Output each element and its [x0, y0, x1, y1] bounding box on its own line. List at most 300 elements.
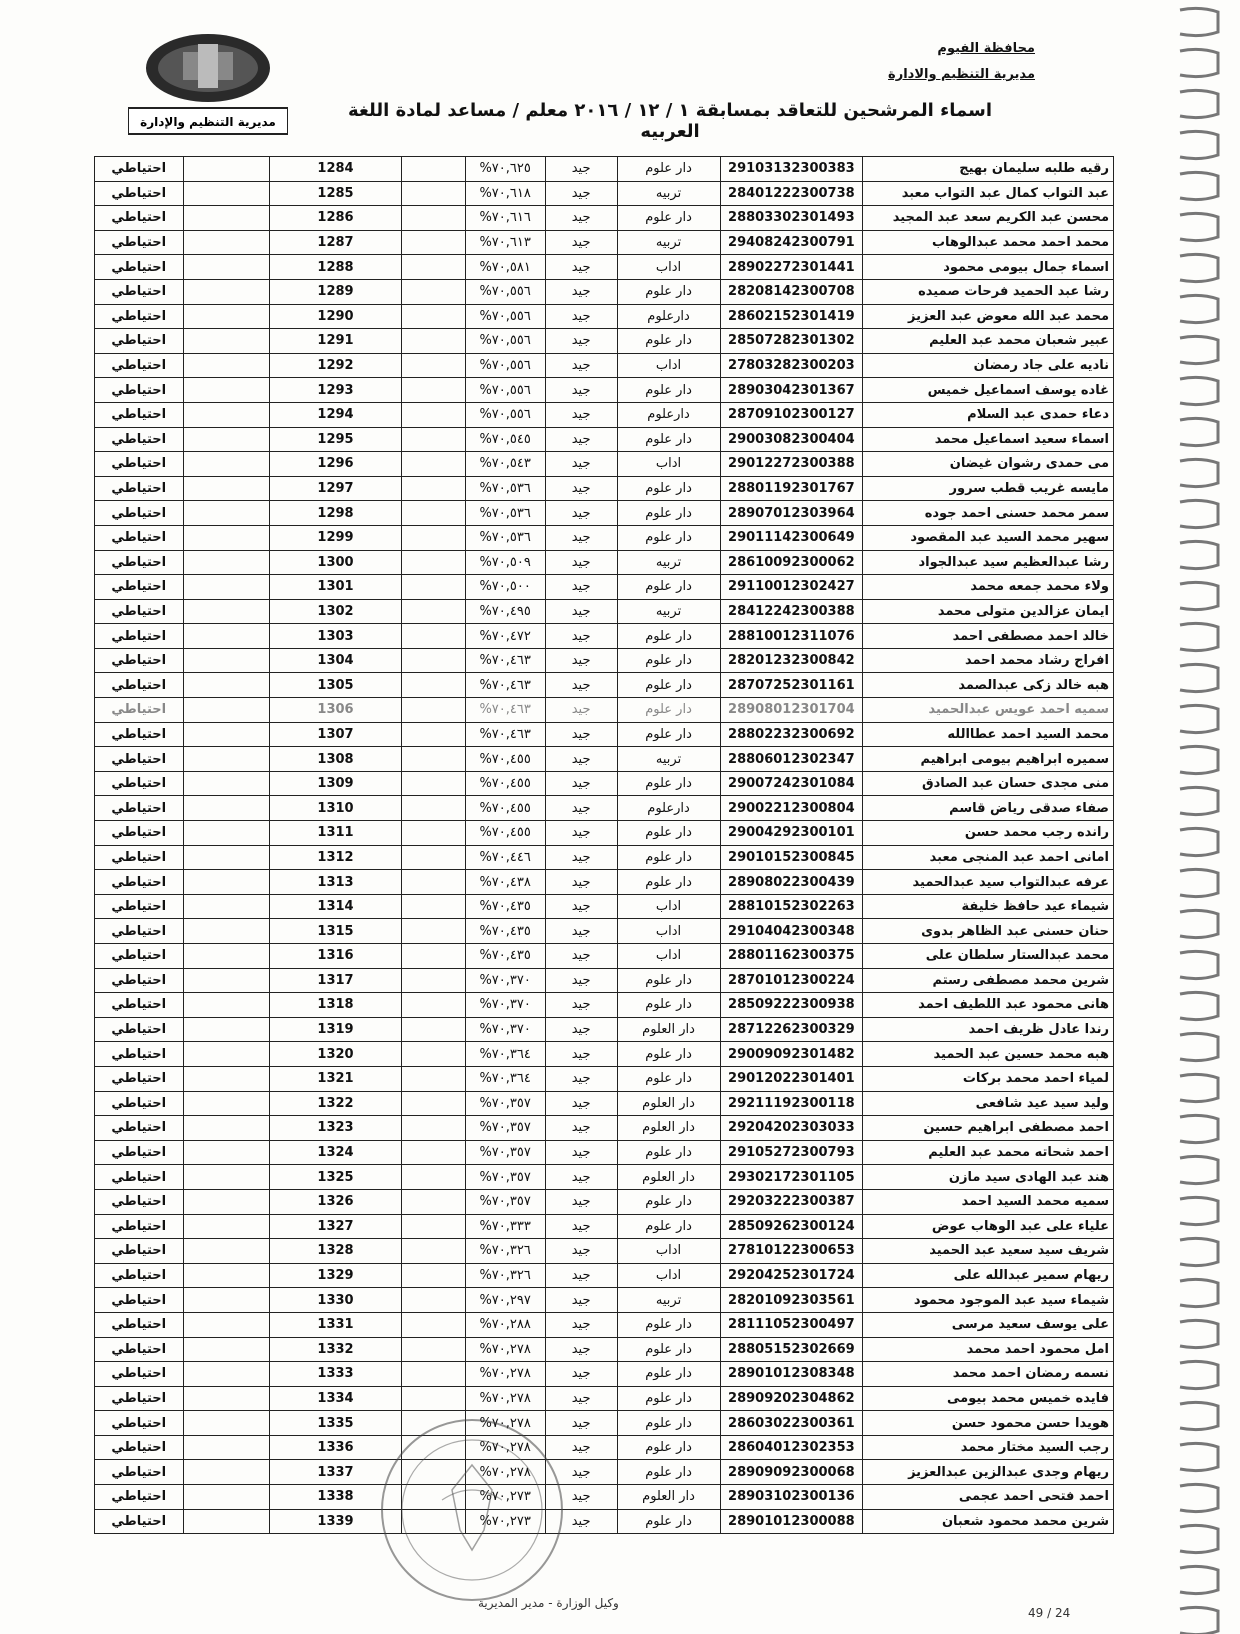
table-row	[95, 1460, 1114, 1485]
binding-ring	[1180, 213, 1218, 240]
cell-status: احتياطي	[95, 525, 184, 550]
cell-empty	[183, 1165, 269, 1190]
binding-ring	[1180, 1607, 1218, 1634]
table-row	[95, 599, 1114, 624]
cell-name: امل محمود احمد محمد	[863, 1337, 1114, 1362]
table-row	[95, 698, 1114, 723]
cell-num: 1323	[269, 1116, 401, 1141]
cell-name: محمد عبد الله معوض عبد العزيز	[863, 304, 1114, 329]
cell-empty	[402, 1386, 465, 1411]
cell-id: 28903102300136	[720, 1485, 863, 1510]
cell-grade: جيد	[545, 206, 617, 231]
cell-num: 1284	[269, 157, 401, 182]
cell-faculty: دار علوم	[617, 1042, 720, 1067]
cell-empty	[402, 1337, 465, 1362]
cell-id: 28201232300842	[720, 648, 863, 673]
cell-grade: جيد	[545, 255, 617, 280]
cell-grade: جيد	[545, 1017, 617, 1042]
table-row	[95, 575, 1114, 600]
cell-id: 29003082300404	[720, 427, 863, 452]
cell-pct: %٧٠,٢٧٨	[465, 1435, 545, 1460]
cell-pct: %٧٠,٤٦٣	[465, 673, 545, 698]
cell-faculty: دار علوم	[617, 501, 720, 526]
cell-empty	[402, 1042, 465, 1067]
cell-name: رندا عادل ظريف احمد	[863, 1017, 1114, 1042]
cell-empty	[183, 1362, 269, 1387]
cell-id: 29012272300388	[720, 452, 863, 477]
cell-id: 28909202304862	[720, 1386, 863, 1411]
table-row	[95, 427, 1114, 452]
table-row	[95, 353, 1114, 378]
cell-grade: جيد	[545, 722, 617, 747]
cell-status: احتياطي	[95, 1362, 184, 1387]
cell-status: احتياطي	[95, 1435, 184, 1460]
cell-status: احتياطي	[95, 747, 184, 772]
cell-id: 27810122300653	[720, 1239, 863, 1264]
cell-status: احتياطي	[95, 1485, 184, 1510]
cell-faculty: دار علوم	[617, 821, 720, 846]
cell-grade: جيد	[545, 181, 617, 206]
cell-name: سميه محمد السيد احمد	[863, 1189, 1114, 1214]
cell-name: محمد السيد احمد عطاالله	[863, 722, 1114, 747]
cell-empty	[402, 1288, 465, 1313]
cell-id: 28412242300388	[720, 599, 863, 624]
table-row	[95, 1509, 1114, 1534]
cell-id: 29012022301401	[720, 1066, 863, 1091]
cell-pct: %٧٠,٤٦٣	[465, 698, 545, 723]
cell-name: افراج رشاد محمد احمد	[863, 648, 1114, 673]
cell-pct: %٧٠,٢٨٨	[465, 1312, 545, 1337]
cell-faculty: دار علوم	[617, 1386, 720, 1411]
cell-faculty: اداب	[617, 1263, 720, 1288]
cell-empty	[183, 1386, 269, 1411]
cell-empty	[402, 1116, 465, 1141]
cell-pct: %٧٠,٣٧٠	[465, 1017, 545, 1042]
cell-name: رقيه طلبه سليمان بهيج	[863, 157, 1114, 182]
cell-empty	[402, 1485, 465, 1510]
cell-grade: جيد	[545, 1042, 617, 1067]
binding-ring	[1180, 131, 1218, 158]
cell-empty	[402, 1460, 465, 1485]
cell-empty	[183, 796, 269, 821]
cell-empty	[402, 501, 465, 526]
table-row	[95, 1091, 1114, 1116]
cell-pct: %٧٠,٤٥٥	[465, 796, 545, 821]
cell-empty	[402, 1165, 465, 1190]
table-row	[95, 821, 1114, 846]
cell-pct: %٧٠,٣٥٧	[465, 1189, 545, 1214]
cell-pct: %٧٠,٥٥٦	[465, 353, 545, 378]
cell-pct: %٧٠,٥٨١	[465, 255, 545, 280]
cell-grade: جيد	[545, 329, 617, 354]
cell-empty	[402, 230, 465, 255]
cell-faculty: دار علوم	[617, 1189, 720, 1214]
cell-name: سميره ابراهيم بيومى ابراهيم	[863, 747, 1114, 772]
binding-ring	[1180, 746, 1218, 773]
cell-num: 1299	[269, 525, 401, 550]
cell-empty	[402, 329, 465, 354]
cell-num: 1309	[269, 771, 401, 796]
cell-empty	[183, 894, 269, 919]
cell-id: 29211192300118	[720, 1091, 863, 1116]
cell-num: 1329	[269, 1263, 401, 1288]
cell-grade: جيد	[545, 599, 617, 624]
cell-num: 1328	[269, 1239, 401, 1264]
cell-faculty: اداب	[617, 944, 720, 969]
cell-id: 29408242300791	[720, 230, 863, 255]
cell-name: سميه احمد عويس عبدالحميد	[863, 698, 1114, 723]
cell-num: 1315	[269, 919, 401, 944]
cell-status: احتياطي	[95, 1509, 184, 1534]
cell-empty	[402, 304, 465, 329]
cell-grade: جيد	[545, 648, 617, 673]
cell-name: حنان حسنى عبد الظاهر بدوى	[863, 919, 1114, 944]
cell-faculty: تربيه	[617, 747, 720, 772]
cell-status: احتياطي	[95, 255, 184, 280]
cell-empty	[183, 1140, 269, 1165]
cell-name: لمياء احمد محمد بركات	[863, 1066, 1114, 1091]
binding-ring	[1180, 1238, 1218, 1265]
cell-name: ايمان عزالدين متولى محمد	[863, 599, 1114, 624]
cell-empty	[402, 1239, 465, 1264]
binding-ring	[1180, 1525, 1218, 1552]
cell-status: احتياطي	[95, 968, 184, 993]
cell-grade: جيد	[545, 1312, 617, 1337]
cell-status: احتياطي	[95, 550, 184, 575]
cell-status: احتياطي	[95, 673, 184, 698]
cell-status: احتياطي	[95, 1140, 184, 1165]
cell-pct: %٧٠,٣٥٧	[465, 1116, 545, 1141]
cell-grade: جيد	[545, 1140, 617, 1165]
cell-faculty: دار علوم	[617, 525, 720, 550]
cell-pct: %٧٠,٥٣٦	[465, 501, 545, 526]
cell-id: 28709102300127	[720, 402, 863, 427]
cell-grade: جيد	[545, 1091, 617, 1116]
binding-ring	[1180, 459, 1218, 486]
cell-empty	[402, 575, 465, 600]
cell-empty	[402, 673, 465, 698]
cell-name: شريف سيد سعيد عبد الحميد	[863, 1239, 1114, 1264]
table-row	[95, 157, 1114, 182]
cell-empty	[183, 427, 269, 452]
directorate-label: مديرية التنظيم والادارة	[888, 67, 1035, 82]
cell-status: احتياطي	[95, 1017, 184, 1042]
cell-empty	[183, 1460, 269, 1485]
cell-empty	[183, 870, 269, 895]
cell-pct: %٧٠,٣٥٧	[465, 1091, 545, 1116]
cell-status: احتياطي	[95, 722, 184, 747]
cell-empty	[183, 550, 269, 575]
cell-status: احتياطي	[95, 1288, 184, 1313]
cell-name: رجب السيد مختار محمد	[863, 1435, 1114, 1460]
cell-name: هانى محمود عبد اللطيف احمد	[863, 993, 1114, 1018]
cell-id: 29203222300387	[720, 1189, 863, 1214]
table-row	[95, 525, 1114, 550]
cell-name: هبه خالد زكى عبدالصمد	[863, 673, 1114, 698]
cell-empty	[402, 747, 465, 772]
cell-grade: جيد	[545, 427, 617, 452]
table-row	[95, 796, 1114, 821]
cell-faculty: دار علوم	[617, 870, 720, 895]
cell-faculty: دار علوم	[617, 1411, 720, 1436]
cell-empty	[183, 919, 269, 944]
cell-id: 29110012302427	[720, 575, 863, 600]
cell-pct: %٧٠,٤٣٥	[465, 894, 545, 919]
cell-empty	[183, 157, 269, 182]
cell-grade: جيد	[545, 1435, 617, 1460]
binding-ring	[1180, 828, 1218, 855]
cell-grade: جيد	[545, 919, 617, 944]
cell-name: احمد شحاته محمد عبد العليم	[863, 1140, 1114, 1165]
table-row	[95, 919, 1114, 944]
cell-empty	[183, 402, 269, 427]
cell-grade: جيد	[545, 796, 617, 821]
cell-faculty: دار علوم	[617, 1460, 720, 1485]
cell-faculty: دار العلوم	[617, 1091, 720, 1116]
cell-empty	[183, 329, 269, 354]
cell-empty	[402, 919, 465, 944]
cell-empty	[183, 1189, 269, 1214]
cell-grade: جيد	[545, 157, 617, 182]
cell-status: احتياطي	[95, 870, 184, 895]
binding-ring	[1180, 336, 1218, 363]
cell-faculty: تربيه	[617, 599, 720, 624]
cell-id: 28909092300068	[720, 1460, 863, 1485]
cell-empty	[402, 1263, 465, 1288]
binding-ring	[1180, 1402, 1218, 1429]
cell-empty	[402, 1140, 465, 1165]
cell-empty	[402, 1435, 465, 1460]
cell-faculty: دارعلوم	[617, 304, 720, 329]
cell-name: ولاء محمد جمعه محمد	[863, 575, 1114, 600]
cell-empty	[402, 821, 465, 846]
header-block	[888, 36, 1035, 88]
cell-name: امانى احمد عبد المنجى معبد	[863, 845, 1114, 870]
cell-id: 29004292300101	[720, 821, 863, 846]
cell-faculty: دار علوم	[617, 206, 720, 231]
cell-status: احتياطي	[95, 944, 184, 969]
cell-status: احتياطي	[95, 427, 184, 452]
cell-status: احتياطي	[95, 452, 184, 477]
cell-grade: جيد	[545, 402, 617, 427]
table-row	[95, 1189, 1114, 1214]
cell-faculty: دار علوم	[617, 575, 720, 600]
cell-faculty: تربيه	[617, 230, 720, 255]
binding-ring	[1180, 500, 1218, 527]
cell-empty	[402, 402, 465, 427]
cell-name: محسن عبد الكريم سعد عبد المجيد	[863, 206, 1114, 231]
cell-empty	[183, 206, 269, 231]
cell-num: 1336	[269, 1435, 401, 1460]
table-row	[95, 329, 1114, 354]
binding-ring	[1180, 1443, 1218, 1470]
cell-num: 1307	[269, 722, 401, 747]
cell-faculty: دار علوم	[617, 1509, 720, 1534]
cell-empty	[183, 1214, 269, 1239]
cell-grade: جيد	[545, 993, 617, 1018]
cell-name: صفاء صدقى رياض قاسم	[863, 796, 1114, 821]
cell-status: احتياطي	[95, 648, 184, 673]
table-row	[95, 1288, 1114, 1313]
cell-num: 1295	[269, 427, 401, 452]
cell-id: 28111052300497	[720, 1312, 863, 1337]
cell-id: 28901012300088	[720, 1509, 863, 1534]
cell-id: 29011142300649	[720, 525, 863, 550]
cell-name: ريهام سمير عبدالله على	[863, 1263, 1114, 1288]
cell-empty	[402, 796, 465, 821]
cell-id: 28201092303561	[720, 1288, 863, 1313]
cell-num: 1311	[269, 821, 401, 846]
cell-id: 29007242301084	[720, 771, 863, 796]
cell-pct: %٧٠,٥٥٦	[465, 402, 545, 427]
cell-faculty: اداب	[617, 919, 720, 944]
cell-id: 29302172301105	[720, 1165, 863, 1190]
binding-ring	[1180, 1566, 1218, 1593]
cell-status: احتياطي	[95, 378, 184, 403]
table-row	[95, 476, 1114, 501]
cell-num: 1296	[269, 452, 401, 477]
cell-id: 28908022300439	[720, 870, 863, 895]
cell-id: 29103132300383	[720, 157, 863, 182]
binding-ring	[1180, 623, 1218, 650]
cell-pct: %٧٠,٣٧٠	[465, 968, 545, 993]
cell-faculty: اداب	[617, 1239, 720, 1264]
cell-name: احمد فتحى احمد عجمى	[863, 1485, 1114, 1510]
table-row	[95, 624, 1114, 649]
cell-empty	[183, 1312, 269, 1337]
cell-grade: جيد	[545, 1165, 617, 1190]
cell-num: 1333	[269, 1362, 401, 1387]
table-row	[95, 255, 1114, 280]
binding-ring	[1180, 1279, 1218, 1306]
cell-num: 1294	[269, 402, 401, 427]
cell-num: 1318	[269, 993, 401, 1018]
cell-empty	[183, 1435, 269, 1460]
cell-pct: %٧٠,٤٣٨	[465, 870, 545, 895]
cell-pct: %٧٠,٤٣٥	[465, 919, 545, 944]
cell-num: 1334	[269, 1386, 401, 1411]
cell-status: احتياطي	[95, 894, 184, 919]
cell-status: احتياطي	[95, 1189, 184, 1214]
cell-id: 28805152302669	[720, 1337, 863, 1362]
cell-pct: %٧٠,٤٧٢	[465, 624, 545, 649]
directorate-logo	[128, 30, 288, 140]
cell-num: 1339	[269, 1509, 401, 1534]
cell-status: احتياطي	[95, 1337, 184, 1362]
cell-grade: جيد	[545, 501, 617, 526]
cell-empty	[402, 1189, 465, 1214]
cell-empty	[183, 993, 269, 1018]
cell-name: محمد احمد محمد عبدالوهاب	[863, 230, 1114, 255]
cell-grade: جيد	[545, 673, 617, 698]
cell-faculty: دار علوم	[617, 698, 720, 723]
binding-ring	[1180, 910, 1218, 937]
cell-id: 28401222300738	[720, 181, 863, 206]
candidates-table	[94, 156, 1114, 1534]
cell-grade: جيد	[545, 279, 617, 304]
cell-status: احتياطي	[95, 230, 184, 255]
table-row	[95, 993, 1114, 1018]
binding-ring	[1180, 418, 1218, 445]
cell-empty	[402, 944, 465, 969]
cell-name: شيماء عيد حافظ خليفة	[863, 894, 1114, 919]
cell-grade: جيد	[545, 575, 617, 600]
cell-num: 1325	[269, 1165, 401, 1190]
cell-grade: جيد	[545, 525, 617, 550]
table-row	[95, 1362, 1114, 1387]
table-row	[95, 1312, 1114, 1337]
cell-pct: %٧٠,٢٩٧	[465, 1288, 545, 1313]
cell-pct: %٧٠,٢٧٨	[465, 1337, 545, 1362]
cell-faculty: دار علوم	[617, 329, 720, 354]
cell-status: احتياطي	[95, 993, 184, 1018]
cell-name: اسماء جمال بيومى محمود	[863, 255, 1114, 280]
cell-empty	[183, 944, 269, 969]
cell-id: 28507282301302	[720, 329, 863, 354]
table-row	[95, 304, 1114, 329]
cell-pct: %٧٠,٣٦٤	[465, 1066, 545, 1091]
cell-name: شيماء سيد عبد الموجود محمود	[863, 1288, 1114, 1313]
cell-status: احتياطي	[95, 206, 184, 231]
cell-grade: جيد	[545, 1485, 617, 1510]
cell-grade: جيد	[545, 894, 617, 919]
cell-num: 1300	[269, 550, 401, 575]
cell-id: 28908012301704	[720, 698, 863, 723]
cell-pct: %٧٠,٣٢٦	[465, 1239, 545, 1264]
table-row	[95, 1239, 1114, 1264]
table-row	[95, 452, 1114, 477]
cell-num: 1320	[269, 1042, 401, 1067]
binding-ring	[1180, 295, 1218, 322]
cell-num: 1288	[269, 255, 401, 280]
cell-faculty: تربيه	[617, 181, 720, 206]
cell-faculty: تربيه	[617, 550, 720, 575]
cell-status: احتياطي	[95, 624, 184, 649]
cell-empty	[183, 476, 269, 501]
cell-faculty: دار علوم	[617, 1362, 720, 1387]
cell-num: 1292	[269, 353, 401, 378]
cell-empty	[402, 1312, 465, 1337]
cell-empty	[402, 181, 465, 206]
cell-empty	[402, 1362, 465, 1387]
cell-status: احتياطي	[95, 1066, 184, 1091]
cell-empty	[183, 452, 269, 477]
cell-empty	[183, 771, 269, 796]
cell-empty	[402, 648, 465, 673]
binding-ring	[1180, 1320, 1218, 1347]
cell-num: 1304	[269, 648, 401, 673]
table-row	[95, 1485, 1114, 1510]
cell-status: احتياطي	[95, 1386, 184, 1411]
table-row	[95, 206, 1114, 231]
logo-label: مديرية التنظيم والإدارة	[140, 115, 276, 129]
cell-id: 28903042301367	[720, 378, 863, 403]
cell-empty	[402, 1066, 465, 1091]
cell-id: 28901012308348	[720, 1362, 863, 1387]
cell-empty	[402, 525, 465, 550]
cell-status: احتياطي	[95, 476, 184, 501]
cell-status: احتياطي	[95, 1091, 184, 1116]
cell-pct: %٧٠,٢٧٣	[465, 1485, 545, 1510]
cell-empty	[402, 550, 465, 575]
cell-empty	[402, 599, 465, 624]
binding-ring	[1180, 8, 1218, 35]
cell-faculty: دار علوم	[617, 157, 720, 182]
cell-empty	[402, 722, 465, 747]
cell-faculty: دار علوم	[617, 1066, 720, 1091]
table-row	[95, 550, 1114, 575]
cell-id: 28907012303964	[720, 501, 863, 526]
